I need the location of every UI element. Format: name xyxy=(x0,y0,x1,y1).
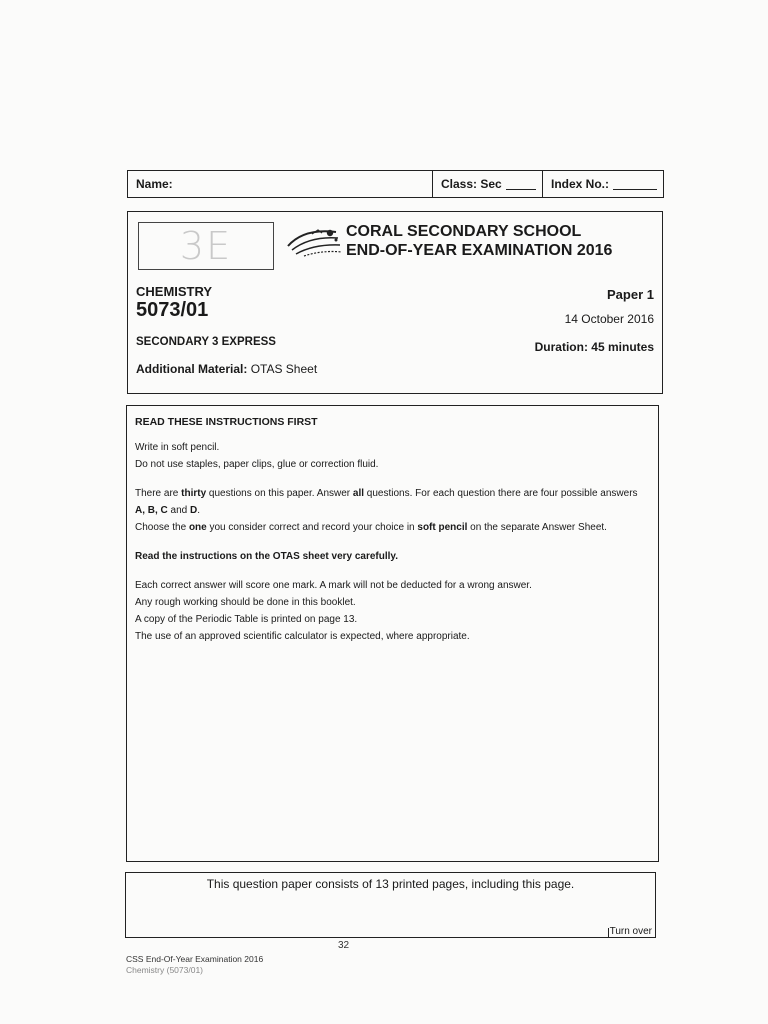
school-title-block xyxy=(346,222,612,260)
level-label: SECONDARY 3 EXPRESS xyxy=(136,336,276,348)
name-label: Name: xyxy=(136,177,173,191)
candidate-details-row xyxy=(127,170,664,198)
instructions-box xyxy=(126,405,659,862)
exam-date: 14 October 2016 xyxy=(564,312,654,326)
material-value: OTAS Sheet xyxy=(250,362,318,376)
page-count-note: This question paper consists of 13 printed pages, including this page. xyxy=(206,877,575,891)
index-field[interactable] xyxy=(543,171,663,197)
footer-subject-line: Chemistry (5073/01) xyxy=(126,965,204,975)
handwritten-page-mark: 32 xyxy=(338,940,350,951)
class-blank xyxy=(506,179,536,190)
instruction-line: Each correct answer will score one mark. A mark will not be deducted for a wrong answer. xyxy=(135,580,532,591)
page-count-box xyxy=(125,872,656,938)
instruction-line: Write in soft pencil. xyxy=(135,442,220,453)
instruction-line: The use of an approved scientific calculator is expected, where appropriate. xyxy=(135,631,470,642)
class-label: Class: Sec xyxy=(441,177,502,191)
instruction-paragraph: Choose the one you consider correct and record your choice in soft pencil on the separate Answer Sheet. xyxy=(135,522,607,533)
exam-name: END-OF-YEAR EXAMINATION 2016 xyxy=(346,242,613,259)
school-name: CORAL SECONDARY SCHOOL xyxy=(346,223,582,240)
turn-over-label: Turn over xyxy=(609,926,652,937)
instructions-heading: READ THESE INSTRUCTIONS FIRST xyxy=(135,416,318,428)
document-footer xyxy=(126,954,263,976)
instruction-line: A copy of the Periodic Table is printed on page 13. xyxy=(135,614,358,625)
school-crest-icon xyxy=(284,224,346,258)
class-stamp: 3E xyxy=(138,222,274,270)
duration-label: Duration: 45 minutes xyxy=(534,340,654,354)
class-field[interactable] xyxy=(433,171,543,197)
name-field[interactable] xyxy=(128,171,433,197)
instruction-paragraph: There are thirty questions on this paper. Answer all questions. For each question there are four possible answers A, B, C and D. xyxy=(135,488,638,516)
additional-material xyxy=(136,362,317,376)
material-label: Additional Material: xyxy=(136,362,248,376)
instruction-line: Any rough working should be done in this booklet. xyxy=(135,597,356,608)
index-label: Index No.: xyxy=(551,177,610,191)
instruction-line: Do not use staples, paper clips, glue or correction fluid. xyxy=(135,459,379,470)
exam-header xyxy=(127,211,663,394)
footer-exam-line: CSS End-Of-Year Examination 2016 xyxy=(126,954,264,964)
subject-name: CHEMISTRY xyxy=(136,284,213,299)
otas-note: Read the instructions on the OTAS sheet very carefully. xyxy=(135,551,399,562)
subject-code: 5073/01 xyxy=(136,299,209,321)
paper-number: Paper 1 xyxy=(607,287,654,302)
index-blank xyxy=(613,179,657,190)
